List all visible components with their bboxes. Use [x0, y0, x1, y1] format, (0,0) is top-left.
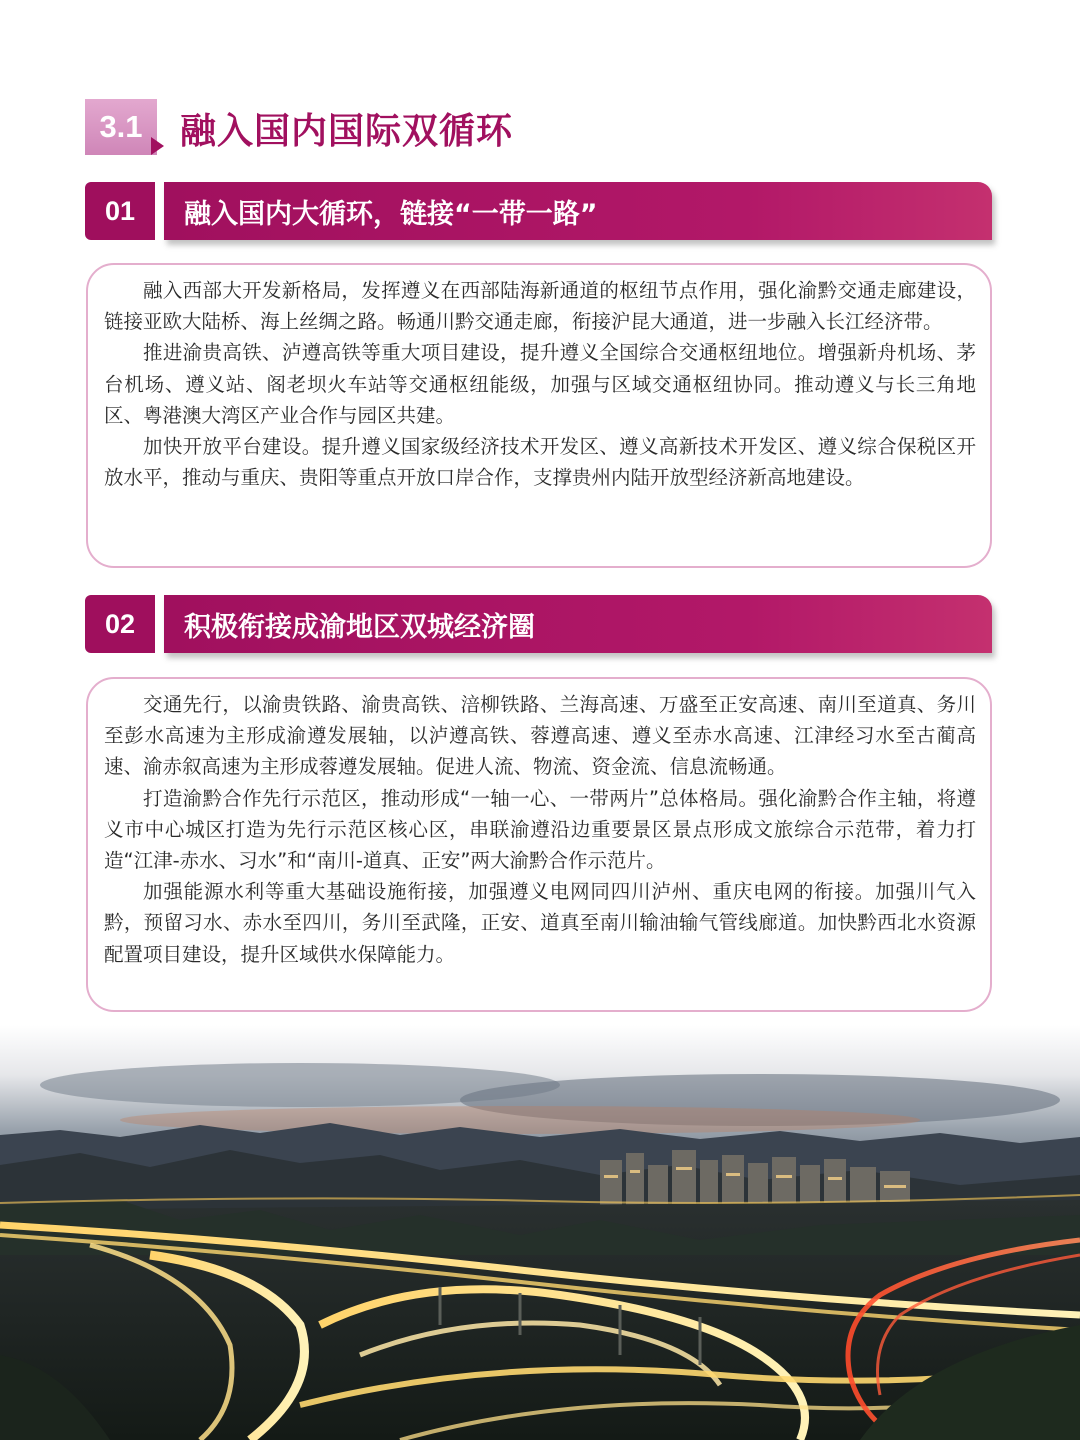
paragraph: 加快开放平台建设。提升遵义国家级经济技术开发区、遵义高新技术开发区、遵义综合保税区开放水平，推动与重庆、贵阳等重点开放口岸合作，支撑贵州内陆开放型经济新高地建设。 — [104, 435, 976, 490]
paragraph: 交通先行，以渝贵铁路、渝贵高铁、涪柳铁路、兰海高速、万盛至正安高速、南川至道真、务川至彭水高速为主形成渝遵发展轴，以泸遵高铁、蓉遵高速、遵义至赤水高速、江津经习水至古蔺高速、渝赤叙高速为主形成蓉遵发展轴。促进人流、物流、资金流、信息流畅通。 — [104, 693, 976, 779]
subsection-title-01 — [164, 182, 992, 240]
section-arrow-icon — [151, 137, 164, 155]
subsection-number: 01 — [104, 195, 136, 226]
paragraph: 加强能源水利等重大基础设施衔接，加强遵义电网同四川泸州、重庆电网的衔接。加强川气入黔，预留习水、赤水至四川，务川至武隆，正安、道真至南川输油输气管线廊道。加快黔西北水资源配置项目建设，提升区域供水保障能力。 — [104, 880, 976, 966]
section-number: 3.1 — [99, 109, 143, 144]
subsection-title-02 — [164, 595, 992, 653]
highway-interchange-photo — [0, 1025, 1080, 1440]
night-city-illustration — [0, 1025, 1080, 1440]
subsection-title: 融入国内大循环，链接“一带一路” — [184, 198, 598, 230]
subsection-number-02 — [85, 595, 155, 653]
content-box-01 — [86, 263, 992, 568]
subsection-number-01 — [85, 182, 155, 240]
content-box-02 — [86, 677, 992, 1012]
paragraph: 打造渝黔合作先行示范区，推动形成“一轴一心、一带两片”总体格局。强化渝黔合作主轴，将遵义市中心城区打造为先行示范区核心区，串联渝遵沿边重要景区景点形成文旅综合示范带，着力打造“江津-赤水、习水”和“南川-道真、正安”两大渝黔合作示范片。 — [104, 786, 976, 873]
section-title: 融入国内国际双循环 — [180, 110, 514, 152]
paragraph: 推进渝贵高铁、泸遵高铁等重大项目建设，提升遵义全国综合交通枢纽地位。增强新舟机场、茅台机场、遵义站、阁老坝火车站等交通枢纽能级，加强与区域交通枢纽协同。推动遵义与长三角地区、粤港澳大湾区产业合作与园区共建。 — [104, 341, 976, 427]
subsection-number: 02 — [104, 608, 136, 639]
section-number-badge — [85, 99, 157, 155]
subsection-title: 积极衔接成渝地区双城经济圈 — [184, 611, 535, 643]
paragraph: 融入西部大开发新格局，发挥遵义在西部陆海新通道的枢纽节点作用，强化渝黔交通走廊建设，链接亚欧大陆桥、海上丝绸之路。畅通川黔交通走廊，衔接沪昆大通道，进一步融入长江经济带。 — [104, 279, 976, 334]
